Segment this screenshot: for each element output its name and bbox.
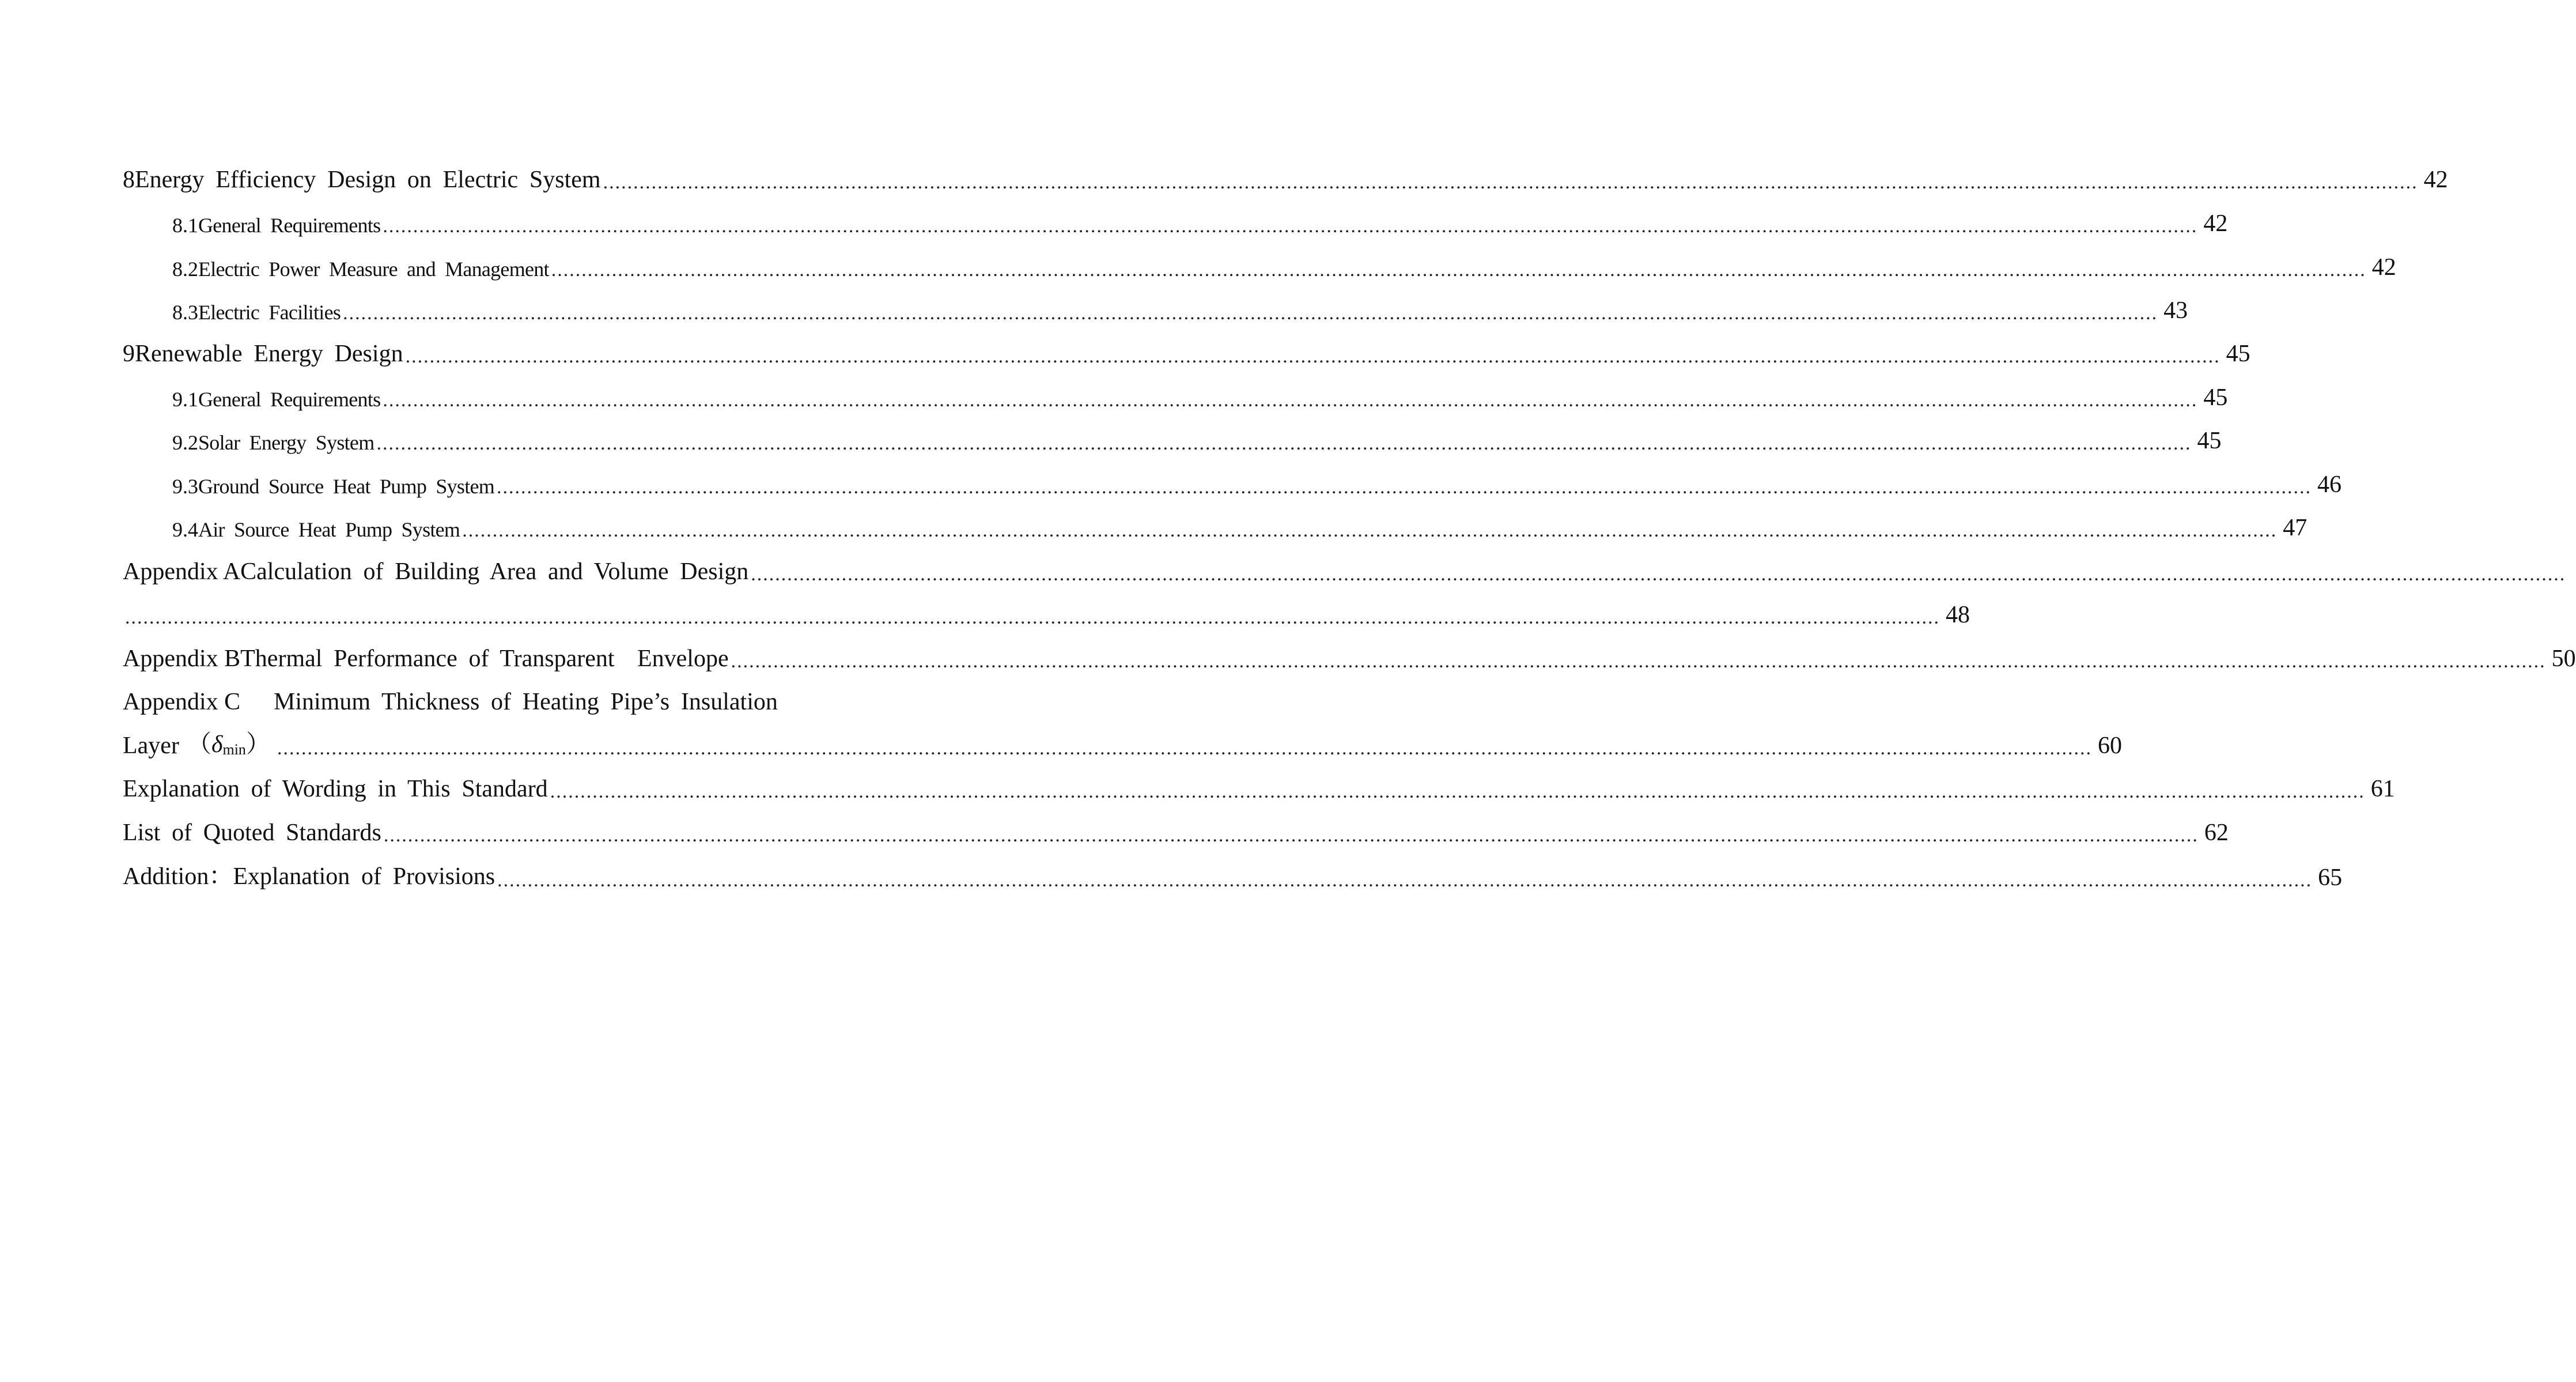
toc-entry-quoted-standards[interactable]: [123, 812, 2229, 847]
toc-entry-appendix-a[interactable]: [123, 551, 2566, 586]
toc-entry-chapter-9[interactable]: [123, 333, 2250, 368]
entry-title: Solar Energy System: [198, 431, 375, 454]
dot-leader: ............................................................................................................................................................................................................................................................................................................: [731, 651, 2546, 672]
dot-leader: ............................................................................................................................................................................................................................................................................................................: [383, 825, 2199, 846]
entry-title: Minimum Thickness of Heating Pipe’s Insulation: [274, 689, 778, 715]
toc-entry-appendix-a-continued[interactable]: [123, 594, 1970, 629]
toc-entry-section-9-1[interactable]: [123, 377, 2228, 411]
entry-title: Thermal Performance of Transparent Envelope: [240, 645, 729, 672]
toc-entry-section-8-1[interactable]: [123, 203, 2228, 237]
entry-number: 8: [123, 167, 135, 193]
dot-leader: ............................................................................................................................................................................................................................................................................................................: [277, 738, 2092, 759]
entry-page-number: 60: [2097, 732, 2122, 759]
dot-leader: ............................................................................................................................................................................................................................................................................................................: [497, 477, 2312, 498]
toc-entry-section-9-4[interactable]: [123, 507, 2308, 542]
entry-page-number: 46: [2317, 471, 2342, 498]
toc-entry-explanation-of-wording[interactable]: [123, 768, 2395, 803]
dot-leader: ............................................................................................................................................................................................................................................................................................................: [383, 216, 2198, 237]
entry-title: List of Quoted Standards: [123, 820, 381, 846]
dot-leader: ............................................................................................................................................................................................................................................................................................................: [550, 781, 2365, 802]
entry-page-number: 61: [2370, 776, 2395, 802]
entry-number: 9: [123, 341, 135, 367]
dot-leader: ............................................................................................................................................................................................................................................................................................................: [125, 607, 1940, 628]
close-paren: ）: [245, 731, 270, 758]
delta-symbol: δ: [211, 731, 223, 758]
entry-title: Ground Source Heat Pump System: [198, 475, 495, 498]
entry-page-number: 48: [1946, 602, 1970, 628]
appendix-label: Appendix A: [123, 558, 241, 585]
dot-leader: ............................................................................................................................................................................................................................................................................................................: [376, 433, 2192, 454]
dot-leader: ............................................................................................................................................................................................................................................................................................................: [405, 346, 2221, 367]
entry-title: Electric Power Measure and Management: [198, 258, 549, 281]
entry-title-continued: Layer: [123, 732, 179, 759]
toc-entry-appendix-c[interactable]: [123, 681, 831, 716]
symbol-subscript: min: [222, 741, 246, 758]
entry-page-number: 47: [2283, 515, 2308, 541]
entry-page-number: 62: [2204, 820, 2229, 846]
toc-entry-appendix-b[interactable]: [123, 638, 2576, 673]
toc-entry-chapter-8[interactable]: [123, 159, 2448, 194]
entry-page-number: 45: [2203, 384, 2228, 411]
toc-entry-section-8-2[interactable]: [123, 247, 2396, 281]
entry-page-number: 65: [2318, 864, 2343, 891]
dot-leader: ............................................................................................................................................................................................................................................................................................................: [343, 303, 2158, 324]
entry-number: 8.2: [172, 258, 198, 281]
entry-title: Electric Facilities: [198, 301, 341, 324]
toc-entry-addition[interactable]: [123, 857, 2343, 892]
entry-title: Energy Efficiency Design on Electric System: [135, 167, 601, 193]
entry-title: Calculation of Building Area and Volume Design: [240, 558, 749, 585]
entry-number: 8.1: [172, 214, 198, 237]
dot-leader: ............................................................................................................................................................................................................................................................................................................: [497, 870, 2313, 891]
dot-leader: ............................................................................................................................................................................................................................................................................................................: [383, 390, 2198, 411]
entry-number: 9.2: [172, 431, 198, 454]
entry-title: Air Source Heat Pump System: [198, 518, 460, 541]
entry-page-number: 42: [2203, 210, 2228, 237]
entry-title: Renewable Energy Design: [135, 341, 403, 367]
dot-leader: ............................................................................................................................................................................................................................................................................................................: [603, 172, 2418, 193]
entry-page-number: 45: [2226, 341, 2250, 367]
toc-entry-section-9-2[interactable]: [123, 420, 2222, 455]
entry-title: General Requirements: [198, 388, 381, 411]
entry-page-number: 42: [2371, 254, 2396, 281]
dot-leader: ............................................................................................................................................................................................................................................................................................................: [551, 259, 2366, 281]
open-paren: （: [187, 731, 211, 758]
entry-title: General Requirements: [198, 214, 381, 237]
entry-page-number: 50: [2551, 645, 2576, 672]
toc-entry-appendix-c-continued[interactable]: [123, 725, 2122, 760]
appendix-label: Appendix C: [123, 689, 241, 715]
symbol-group: [187, 725, 270, 760]
entry-page-number: 43: [2163, 297, 2188, 324]
entry-number: 9.3: [172, 475, 198, 498]
dot-leader: ............................................................................................................................................................................................................................................................................................................: [462, 520, 2278, 541]
dot-leader: ............................................................................................................................................................................................................................................................................................................: [751, 564, 2566, 585]
toc-entry-section-9-3[interactable]: [123, 464, 2342, 499]
entry-number: 9.4: [172, 518, 198, 541]
entry-number: 9.1: [172, 388, 198, 411]
entry-number: 8.3: [172, 301, 198, 324]
entry-title: Explanation of Wording in This Standard: [123, 776, 548, 802]
toc-entry-section-8-3[interactable]: [123, 290, 2188, 324]
entry-page-number: 42: [2423, 167, 2448, 193]
appendix-label: Appendix B: [123, 645, 241, 672]
entry-title: Addition：Explanation of Provisions: [123, 863, 495, 890]
entry-page-number: 45: [2197, 428, 2222, 454]
